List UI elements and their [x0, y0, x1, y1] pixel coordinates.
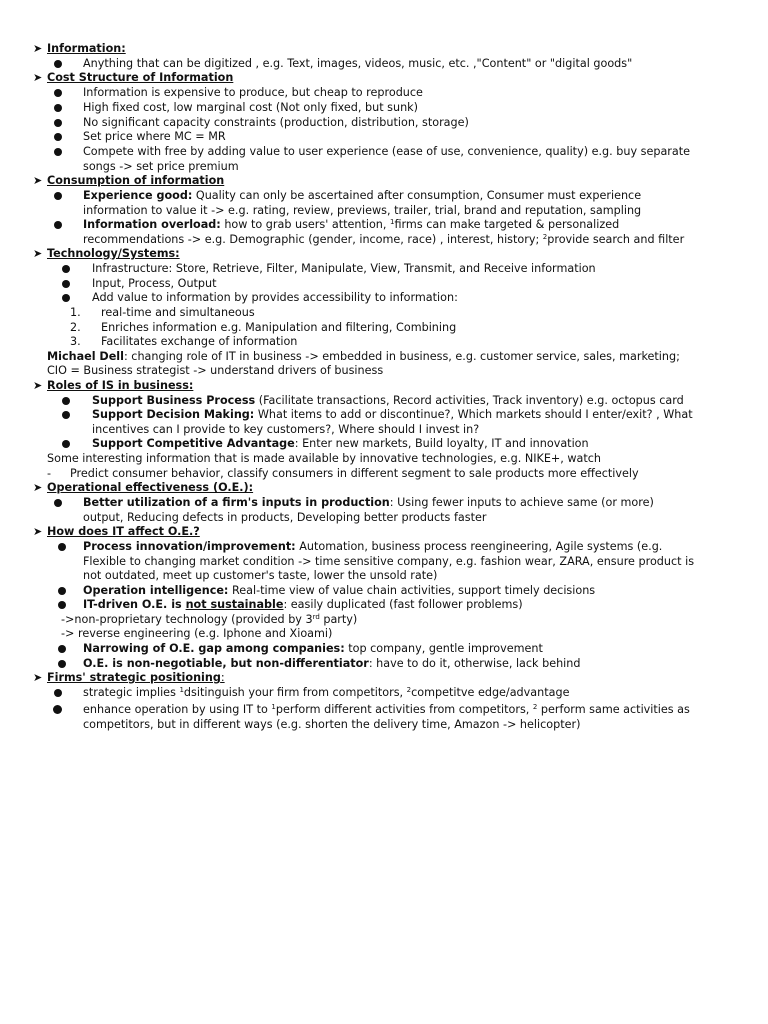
dash-marker: -: [47, 467, 52, 480]
paragraph-note: Some interesting information that is made available by innovative technologies, e.g. NIKE+, watch: [47, 452, 602, 465]
bullet-text: Information overload: how to grab users' attention, $^1$firms can make targeted & personalized: [83, 218, 620, 231]
paragraph-cio: CIO = Business strategist -> understand drivers of business: [47, 364, 384, 377]
bullet-text: enhance operation by using IT to $^1$perform different activities from competitors, $^2$ perform same activities as: [83, 703, 690, 716]
bullet-text-continued: Flexible to changing market condition -> time sensitive company, e.g. fashion wear, ZARA, ensure product is: [83, 555, 695, 568]
arrow-bullet-icon: ➤: [33, 247, 43, 260]
section-heading-technology: ➤ Technology/Systems:: [33, 247, 180, 260]
section-heading-roles-is: ➤ Roles of IS in business:: [33, 379, 194, 392]
bullet-text: No significant capacity constraints (production, distribution, storage): [83, 116, 469, 129]
bullet-icon: [58, 645, 66, 653]
bullet-text: Add value to information by provides accessibility to information:: [92, 291, 458, 304]
section-heading-information: ➤ Information:: [33, 42, 126, 55]
bullet-icon: [58, 601, 66, 609]
bullet-icon: [62, 411, 70, 419]
bullet-icon: [58, 587, 66, 595]
bullet-icon: [62, 265, 70, 273]
bullet-text: Support Decision Making: What items to add or discontinue?, Which markets should I enter/exit? , What: [92, 408, 693, 421]
bullet-text: High fixed cost, low marginal cost (Not only fixed, but sunk): [83, 101, 419, 114]
bullet-text: IT-driven O.E. is not sustainable: easily duplicated (fast follower problems): [83, 598, 523, 611]
bullet-icon: [62, 294, 70, 302]
bullet-icon: [54, 221, 62, 229]
bullet-icon: [54, 104, 62, 112]
arrow-bullet-icon: ➤: [33, 71, 43, 84]
bullet-text-continued: competitors, but in different ways (e.g. shorten the delivery time, Amazon -> helicopter): [83, 718, 581, 731]
bullet-text: Compete with free by adding value to user experience (ease of use, convenience, quality) e.g. buy separate: [83, 145, 691, 158]
bullet-icon: [54, 60, 62, 68]
bullet-text: Support Business Process (Facilitate transactions, Record activities, Track inventory) e.g. octopus card: [92, 394, 684, 407]
bullet-text-continued: information to value it -> e.g. rating, review, previews, trailer, trial, brand and reputation, sampling: [83, 204, 642, 217]
arrow-bullet-icon: ➤: [33, 525, 43, 538]
bullet-text: O.E. is non-negotiable, but non-differentiator: have to do it, otherwise, lack behind: [83, 657, 581, 670]
bullet-icon: [62, 280, 70, 288]
bullet-text: Anything that can be digitized , e.g. Text, images, videos, music, etc. ,"Content" or "digital goods": [83, 57, 633, 70]
bullet-icon: [58, 543, 66, 551]
bullet-text: Better utilization of a firm's inputs in production: Using fewer inputs to achieve same (or more): [83, 496, 654, 509]
bullet-icon: [54, 499, 62, 507]
arrow-bullet-icon: ➤: [33, 42, 43, 55]
bullet-icon: [54, 119, 62, 127]
bullet-text: Support Competitive Advantage: Enter new markets, Build loyalty, IT and innovation: [92, 437, 589, 450]
list-number: 1.: [70, 306, 81, 319]
bullet-icon: [54, 89, 62, 97]
paragraph-michael-dell: Michael Dell: changing role of IT in business -> embedded in business, e.g. customer service, sales, marketing;: [47, 350, 680, 363]
sub-point: -> reverse engineering (e.g. Iphone and Xioami): [61, 627, 333, 640]
bullet-icon: [58, 660, 66, 668]
list-number: 3.: [70, 335, 81, 348]
section-heading-cost-structure: ➤ Cost Structure of Information: [33, 71, 234, 84]
sub-point: ->non-proprietary technology (provided by 3rd party): [61, 613, 358, 626]
numbered-item: real-time and simultaneous: [101, 306, 255, 319]
bullet-text-continued: songs -> set price premium: [83, 160, 239, 173]
bullet-text: Experience good: Quality can only be ascertained after consumption, Consumer must experience: [83, 189, 642, 202]
bullet-text-continued: output, Reducing defects in products, Developing better products faster: [83, 511, 487, 524]
bullet-text-continued: not outdated, meet up customer's taste, lower the unsold rate): [83, 569, 438, 582]
bullet-text: Narrowing of O.E. gap among companies: top company, gentle improvement: [83, 642, 543, 655]
bullet-icon: [54, 133, 62, 141]
arrow-bullet-icon: ➤: [33, 379, 43, 392]
bullet-text: Operation intelligence: Real-time view of value chain activities, support timely decisions: [83, 584, 596, 597]
bullet-text-continued: incentives can I provide to key customers?, Where should I invest in?: [92, 423, 480, 436]
bullet-icon: [54, 148, 62, 156]
bullet-icon: [53, 705, 62, 714]
bullet-text: Process innovation/improvement: Automation, business process reengineering, Agile systems (e.g.: [83, 540, 663, 553]
arrow-bullet-icon: ➤: [33, 174, 43, 187]
bullet-icon: [54, 192, 62, 200]
bullet-text: strategic implies $^1$dsitinguish your firm from competitors, $^2$competitve edge/advantage: [83, 686, 570, 699]
arrow-bullet-icon: ➤: [33, 481, 43, 494]
bullet-text: Information is expensive to produce, but cheap to reproduce: [83, 86, 423, 99]
bullet-icon: [62, 440, 70, 448]
bullet-text: Set price where MC = MR: [83, 130, 226, 143]
bullet-icon: [54, 689, 62, 697]
section-heading-how-it-affects-oe: ➤ How does IT affect O.E.?: [33, 525, 200, 538]
arrow-bullet-icon: ➤: [33, 671, 43, 684]
bullet-text: Infrastructure: Store, Retrieve, Filter, Manipulate, View, Transmit, and Receive information: [92, 262, 596, 275]
dash-item: Predict consumer behavior, classify consumers in different segment to sale products more effectively: [70, 467, 639, 480]
bullet-text: Input, Process, Output: [92, 277, 217, 290]
section-heading-operational-effectiveness: ➤ Operational effectiveness (O.E.):: [33, 481, 254, 494]
bullet-icon: [62, 397, 70, 405]
section-heading-strategic-positioning: ➤ Firms' strategic positioning:: [33, 671, 225, 684]
list-number: 2.: [70, 321, 81, 334]
bullet-text-continued: recommendations -> e.g. Demographic (gender, income, race) , interest, history; $^2$provide search and filter: [83, 233, 685, 246]
numbered-item: Enriches information e.g. Manipulation and filtering, Combining: [101, 321, 457, 334]
section-heading-consumption: ➤ Consumption of information: [33, 174, 225, 187]
numbered-item: Facilitates exchange of information: [101, 335, 298, 348]
